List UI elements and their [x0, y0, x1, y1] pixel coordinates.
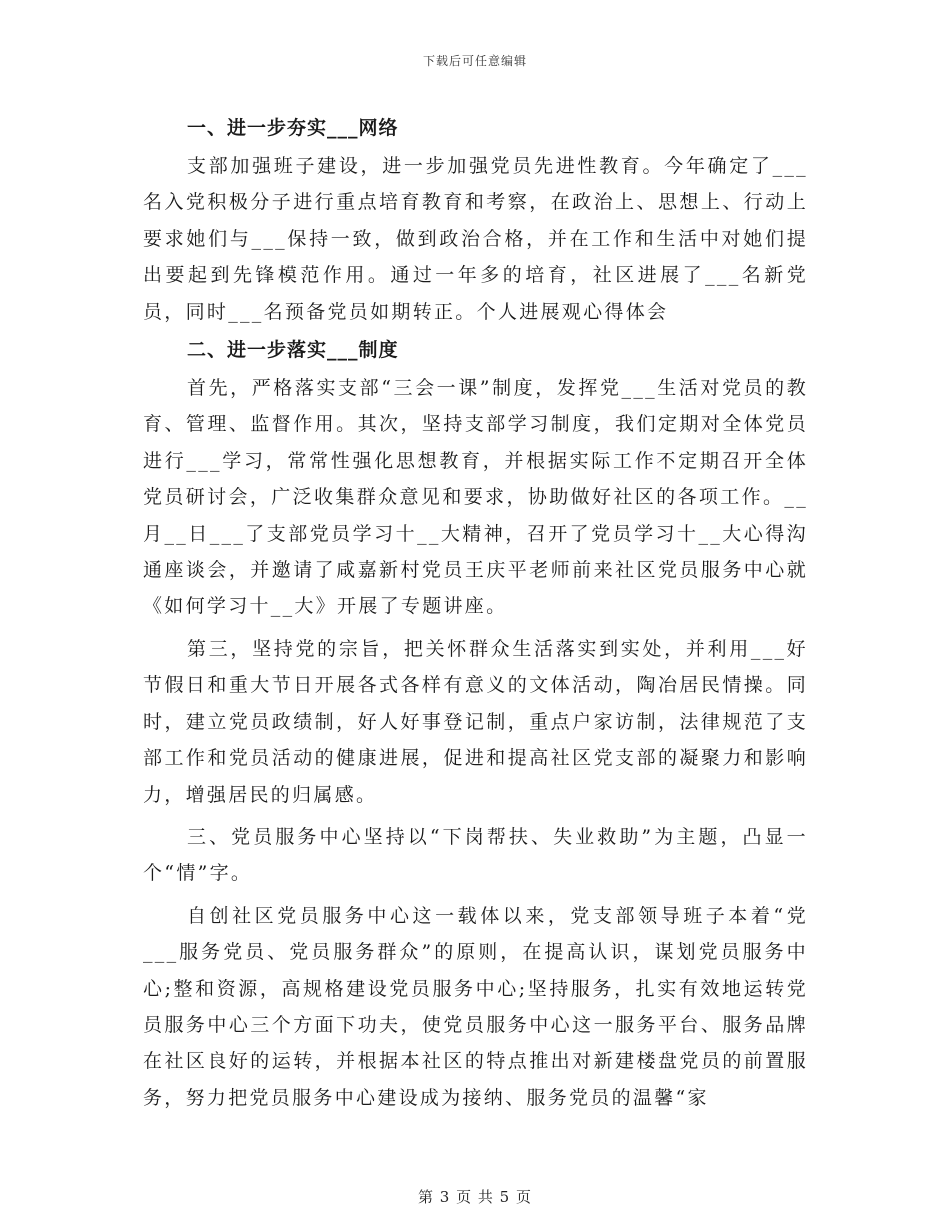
- paragraph-1: 支部加强班子建设，进一步加强党员先进性教育。今年确定了___名入党积极分子进行重点培育教育和考察，在政治上、思想上、行动上要求她们与___保持一致，做到政治合格，并在工作和生活中对她们提出要起到先锋模范作用。通过一年多的培育，社区进展了___名新党员，同时___名预备党员如期转正。个人进展观心得体会: [143, 155, 808, 323]
- paragraph-5: 自创社区党员服务中心这一载体以来，党支部领导班子本着“党___服务党员、党员服务群众”的原则，在提高认识，谋划党员服务中心;整和资源，高规格建设党员服务中心;坚持服务，扎实有效地运转党员服务中心三个方面下功夫，使党员服务中心这一服务平台、服务品牌在社区良好的运转，并根据本社区的特点推出对新建楼盘党员的前置服务，努力把党员服务中心建设成为接纳、服务党员的温馨“家: [143, 904, 808, 1109]
- page-number: 第 3 页 共 5 页: [418, 1188, 532, 1206]
- section-heading-1: 一、进一步夯实___网络: [187, 117, 399, 139]
- paragraph-3: 第三，坚持党的宗旨，把关怀群众生活落实到实处，并利用___好节假日和重大节日开展各式各样有意义的文体活动，陶冶居民情操。同时，建立党员政绩制，好人好事登记制，重点户家访制，法律规范了支部工作和党员活动的健康进展，促进和提高社区党支部的凝聚力和影响力，增强居民的归属感。: [143, 637, 808, 806]
- section-heading-2: 二、进一步落实___制度: [187, 339, 399, 362]
- document-body: [143, 108, 808, 1116]
- paragraph-2: 首先，严格落实支部“三会一课”制度，发挥党___生活对党员的教育、管理、监督作用。其次，坚持支部学习制度，我们定期对全体党员进行___学习，常常性强化思想教育，并根据实际工作不定期召开全体党员研讨会，广泛收集群众意见和要求，协助做好社区的各项工作。__月__日___了支部党员学习十__大精神，召开了党员学习十__大心得沟通座谈会，并邀请了咸嘉新村党员王庆平老师前来社区党员服务中心就《如何学习十__大》开展了专题讲座。: [143, 377, 808, 618]
- paragraph-4: 三、党员服务中心坚持以“下岗帮扶、失业救助”为主题，凸显一个“情”字。: [143, 825, 808, 885]
- page-header: 下载后可任意编辑: [422, 54, 527, 68]
